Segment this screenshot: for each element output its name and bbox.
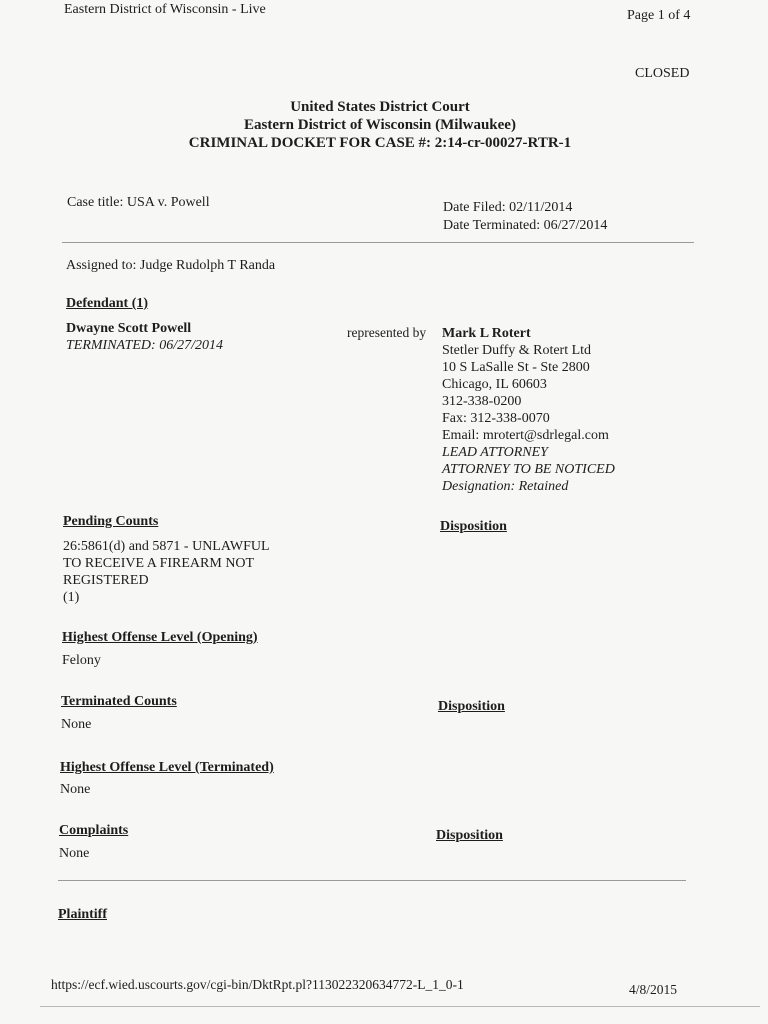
- attorney-address-line2: Chicago, IL 60603: [442, 377, 547, 392]
- court-title-block: [120, 98, 640, 152]
- assigned-judge: Assigned to: Judge Rudolph T Randa: [66, 258, 276, 273]
- pending-counts-heading: Pending Counts: [63, 514, 159, 529]
- court-name: United States District Court: [290, 99, 470, 115]
- pending-count-line: TO RECEIVE A FIREARM NOT: [63, 556, 255, 571]
- highest-offense-opening-heading: Highest Offense Level (Opening): [62, 630, 258, 645]
- date-terminated: Date Terminated: 06/27/2014: [443, 218, 608, 233]
- pending-disposition-heading: Disposition: [440, 519, 507, 534]
- docket-url: https://ecf.wied.uscourts.gov/cgi-bin/DktRpt.pl?113022320634772-L_1_0-1: [51, 977, 464, 992]
- attorney-email: Email: mrotert@sdrlegal.com: [442, 428, 609, 443]
- complaints-disposition-heading: Disposition: [436, 828, 503, 843]
- plaintiff-heading: Plaintiff: [58, 907, 107, 922]
- court-site-label: Eastern District of Wisconsin - Live: [64, 2, 266, 17]
- divider: [62, 242, 694, 243]
- pending-count-line: REGISTERED: [63, 573, 149, 588]
- terminated-disposition-heading: Disposition: [438, 699, 505, 714]
- terminated-counts-heading: Terminated Counts: [61, 694, 177, 709]
- terminated-counts-value: None: [61, 717, 92, 732]
- attorney-block: [442, 325, 615, 495]
- attorney-address-line1: 10 S LaSalle St - Ste 2800: [442, 360, 590, 375]
- complaints-heading: Complaints: [59, 823, 129, 838]
- defendant-terminated: TERMINATED: 06/27/2014: [66, 338, 223, 353]
- attorney-fax: Fax: 312-338-0070: [442, 411, 550, 426]
- docket-case-number: CRIMINAL DOCKET FOR CASE #: 2:14-cr-00027-RTR-1: [188, 135, 572, 151]
- page-indicator: Page 1 of 4: [627, 8, 691, 23]
- highest-offense-terminated-value: None: [60, 782, 91, 797]
- case-status-label: CLOSED: [635, 66, 690, 81]
- district-name: Eastern District of Wisconsin (Milwaukee): [244, 117, 516, 133]
- highest-offense-terminated-heading: Highest Offense Level (Terminated): [60, 760, 274, 775]
- pending-count-line: (1): [63, 590, 80, 605]
- complaints-value: None: [59, 846, 90, 861]
- attorney-firm: Stetler Duffy & Rotert Ltd: [442, 343, 592, 358]
- date-filed: Date Filed: 02/11/2014: [443, 200, 573, 215]
- attorney-designation: Designation: Retained: [442, 479, 569, 494]
- defendant-heading: Defendant (1): [66, 296, 149, 311]
- attorney-name: Mark L Rotert: [442, 326, 531, 341]
- defendant-name: Dwayne Scott Powell: [66, 321, 192, 336]
- represented-by-label: represented by: [347, 325, 427, 340]
- footer-divider: [40, 1006, 760, 1007]
- pending-counts-text: [63, 538, 270, 606]
- pending-count-line: 26:5861(d) and 5871 - UNLAWFUL: [63, 539, 270, 554]
- attorney-phone: 312-338-0200: [442, 394, 522, 409]
- attorney-role-noticed: ATTORNEY TO BE NOTICED: [442, 462, 615, 477]
- print-date: 4/8/2015: [629, 982, 678, 997]
- attorney-role-lead: LEAD ATTORNEY: [442, 445, 548, 460]
- divider: [58, 880, 686, 881]
- highest-offense-opening-value: Felony: [62, 653, 101, 668]
- case-title: Case title: USA v. Powell: [67, 195, 210, 210]
